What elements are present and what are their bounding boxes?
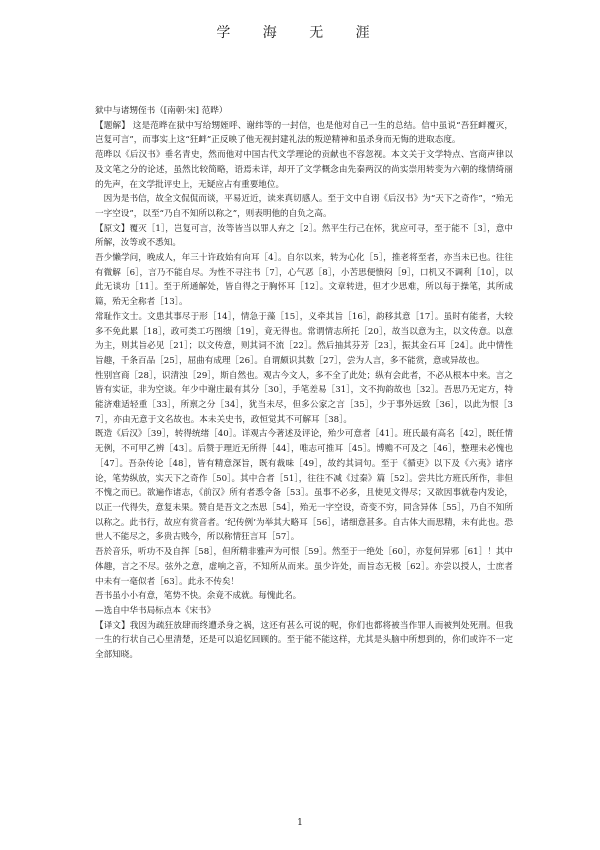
document-title: 狱中与诸甥侄书（[南朝·宋] 范晔）: [95, 106, 228, 116]
page-header: 学 海 无 涯: [216, 25, 384, 41]
paragraph: 【译文】我因为疏狂放肆而终遭杀身之祸，这还有甚么可说的呢，你们也都将被当作罪人而被判处死刑。但我一生的行状自己心里清楚，还是可以追忆回顾的。至于能不能这样，尤其是头脑中所想到的，你们或许不一定全部知晓。: [95, 620, 513, 661]
paragraph: 吾书虽小小有意，笔势不快。余竟不成就。每愧此名。: [95, 591, 302, 602]
paragraph: 既造《后汉》［39］，转得统绪［40］。详观古今著述及评论，殆少可意者［41］。班氏最有高名［42］，既任情无例，不可甲乙辨［43］。后赞于理近无所得［44］，唯志可推耳［45］。博赡不可及之［46］，整理未必愧也［47］。吾杂传论［48］，皆有精意深旨，既有裁味［49］，故约其词句。至于《循吏》以下及《六夷》诸序论，笔势纵放，实天下之奇作［50］。其中合者［51］，往往不减《过秦》篇［52］。尝共比方班氏所作，非但不愧之而已。欲遍作诸志，《前汉》所有者悉令备［53］。虽事不必多，且使见文得尽；又欲因事就卷内发论，以正一代得失，意复未果。赞自是吾文之杰思［54］，殆无一字空设，奇变不穷，同含异体［55］，乃自不知所以称之。此书行，故应有赏音者。‘纪传例’为举其大略耳［56］，诸细意甚多。自古体大而思精，未有此也。恐世人不能尽之，多贵古贱今，所以称情狂言耳［57］。: [95, 429, 513, 543]
paragraph: 范晔以《后汉书》垂名青史，然而他对中国古代文学理论的贡献也不容忽视。本文关于文学特点、宫商声律以及文笔之分的论述，虽然比较简略，语焉未详，却开了文学概念由先秦两汉的尚实崇用转变为六朝的缘情绮丽的先声，在文学批评史上，无疑应占有重要地位。: [95, 150, 513, 190]
paragraph: 吾於音乐，听功不及自挥［58］，但所精非雅声为可恨［59］。然至于一绝处［60］，亦复何异邪［61］！其中体趣，言之不尽。弦外之意，虚响之音，不知所从而来。虽少许处，而旨态无极［62］。亦尝以授人，士庶者中未有一毫似者［63］。此永不传矣！: [95, 547, 513, 587]
paragraph: 【原文】覆灭［1］，岂复可言，汝等皆当以罪人弃之［2］。然平生行己在怀，犹应可寻，至于能不［3］，意中所解，汝等或不悉知。: [95, 223, 513, 249]
paragraph: 因为是书信，故全文侃侃而谈，平易近近，读来真切感人。至于文中自诩《后汉书》为“天下之奇作”，“殆无一字空设”，以至“乃自不知所以称之”，则表明他的自负之高。: [95, 194, 513, 219]
source-note: —选自中华书局标点本《宋书》: [95, 605, 216, 616]
page-number: 1: [297, 818, 303, 828]
paragraph: 【题解】 这是范晔在狱中写给甥姪呼、谢纬等的一封信，也是他对自己一生的总结。信中虽说“吾狂衅覆灭，岂复可言”，而事实上这“狂衅”正反映了他无视封建礼法的叛逆精神和虽杀身而无悔的进取态度。: [95, 120, 513, 146]
paragraph: 吾少懒学问，晚成人，年三十许政始有向耳［4］。自尔以来，转为心化［5］，推老将至者，亦当未已也。往往有微解［6］，言乃不能自尽。为性不寻注书［7］，心气恶［8］，小苦思便愦闷［9］，口机又不调利［10］，以此无谈功［11］。至于所通解处，皆自得之于胸怀耳［12］。文章转进，但才少思难，所以每于操笔，其所成篇，殆无全称者［13］。: [95, 253, 513, 308]
document-body: [95, 104, 513, 663]
paragraph: 常耻作文士。文患其事尽于形［14］，情急于藻［15］，义牵其旨［16］，韵移其意［17］。虽时有能者，大较多不免此累［18］，政可类工巧图缋［19］，竟无得也。常谓情志所托［20］，故当以意为主，以文传意。以意为主，则其旨必见［21］；以文传意，则其词不流［22］。然后抽其芬芳［23］，振其金石耳［24］。此中情性旨趣，千条百品［25］，屈曲有成理［26］。自谓颇识其数［27］，尝为人言，多不能赏，意或异故也。: [95, 311, 513, 366]
paragraph: 性别宫商［28］，识清浊［29］，斯自然也。观古今文人，多不全了此处；纵有会此者，不必从根本中来。言之皆有实证，非为空谈。年少中谢庄最有其分［30］，手笔差易［31］，文不拘韵故也［32］。吾思乃无定方，特能济难适轻重［33］，所禀之分［34］，犹当未尽，但多公家之言［35］，少于事外远致［36］，以此为恨［37］，亦由无意于文名故也。本未关史书，政恒觉其不可解耳［38］。: [95, 370, 513, 425]
